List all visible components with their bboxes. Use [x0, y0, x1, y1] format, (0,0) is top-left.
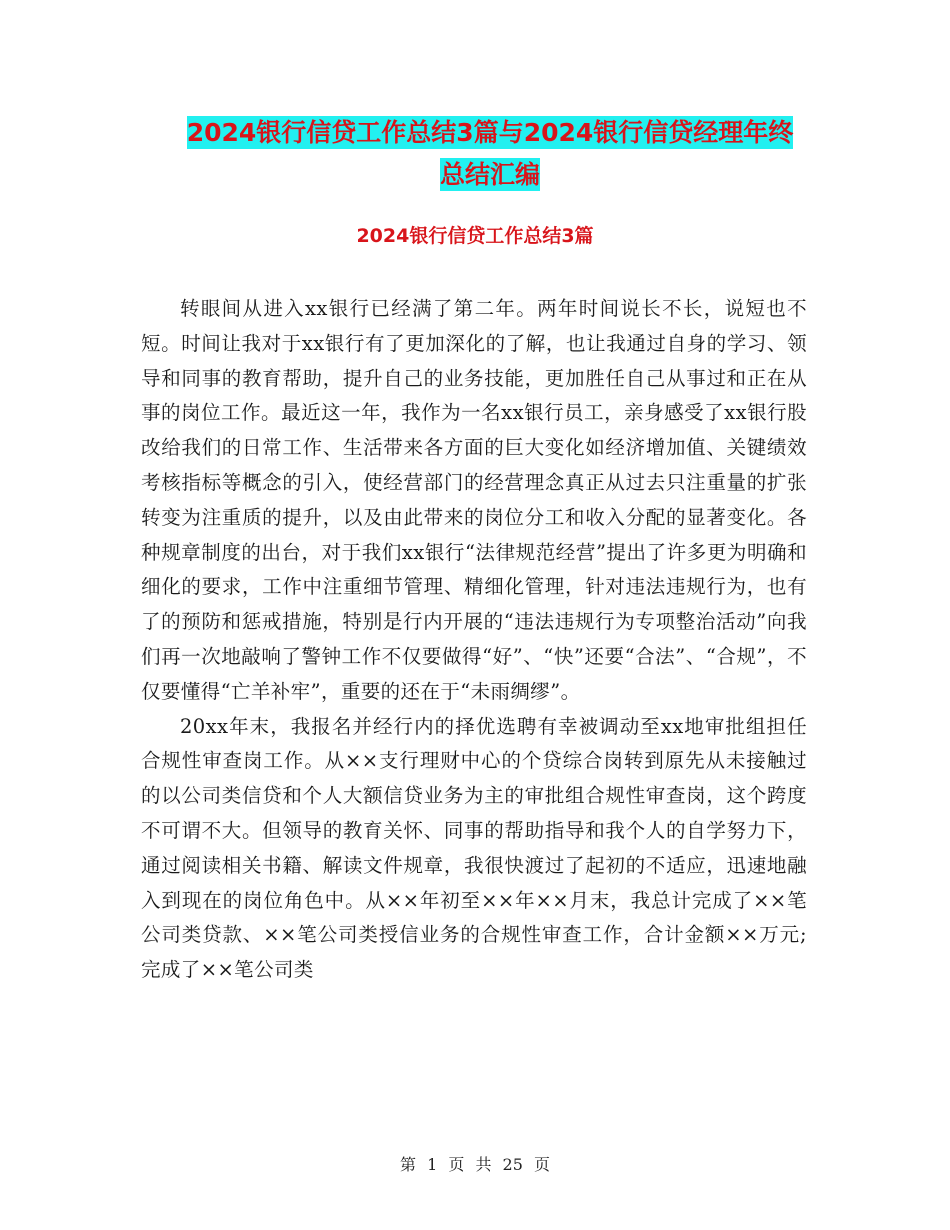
document-body	[141, 292, 807, 988]
paragraph-2: 20xx年末，我报名并经行内的择优选聘有幸被调动至xx地审批组担任合规性审查岗工作。从××支行理财中心的个贷综合岗转到原先从未接触过的以公司类信贷和个人大额信贷业务为主的审批组合规性审查岗，这个跨度不可谓不大。但领导的教育关怀、同事的帮助指导和我个人的自学努力下，通过阅读相关书籍、解读文件规章，我很快渡过了起初的不适应，迅速地融入到现在的岗位角色中。从××年初至××年××月末，我总计完成了××笔公司类贷款、××笔公司类授信业务的合规性审查工作，合计金额××万元;完成了××笔公司类	[141, 714, 807, 982]
page-footer: 第 1 页 共 25 页	[400, 1155, 550, 1174]
document-title-line-2: 总结汇编	[439, 160, 540, 189]
section-title: 2024银行信贷工作总结3篇	[356, 225, 594, 247]
paragraph-1: 转眼间从进入xx银行已经满了第二年。两年时间说长不长，说短也不短。时间让我对于xx银行有了更加深化的了解，也让我通过自身的学习、领导和同事的教育帮助，提升自己的业务技能，更加胜任自己从事过和正在从事的岗位工作。最近这一年，我作为一名xx银行员工，亲身感受了xx银行股改给我们的日常工作、生活带来各方面的巨大变化如经济增加值、关键绩效考核指标等概念的引入，使经营部门的经营理念真正从过去只注重量的扩张转变为注重质的提升，以及由此带来的岗位分工和收入分配的显著变化。各种规章制度的出台，对于我们xx银行“法律规范经营”提出了许多更为明确和细化的要求，工作中注重细节管理、精细化管理，针对违法违规行为，也有了的预防和惩戒措施，特别是行内开展的“违法违规行为专项整治活动”向我们再一次地敲响了警钟工作不仅要做得“好”、“快”还要“合法”、“合规”，不仅要懂得“亡羊补牢”，重要的还在于“未雨绸缪”。	[141, 297, 807, 703]
document-title	[140, 112, 840, 196]
document-title-line-1: 2024银行信贷工作总结3篇与2024银行信贷经理年终	[186, 118, 794, 147]
